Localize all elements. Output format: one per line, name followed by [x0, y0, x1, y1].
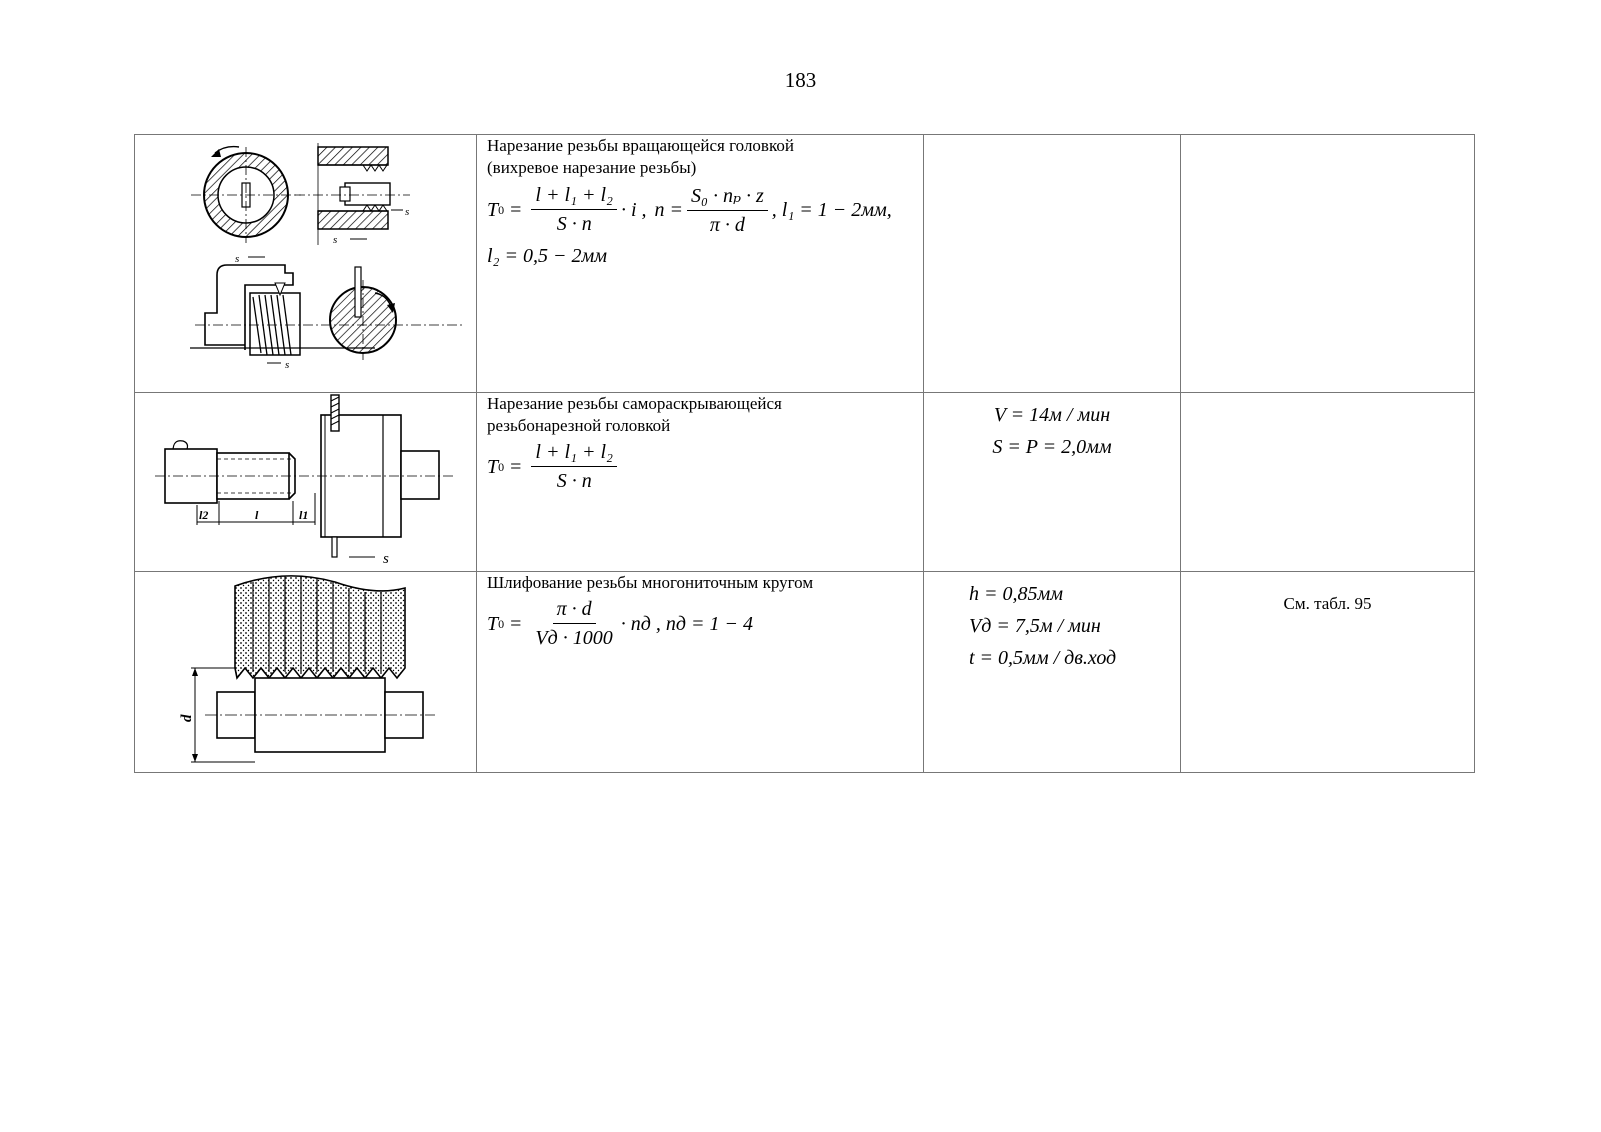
cutting-params: [924, 393, 1180, 463]
table-row: [135, 393, 1475, 572]
note-cell: [1181, 393, 1475, 572]
fraction: $\frac{\text{l + l₁ + l₂}}{S \cdot n}$: [531, 184, 617, 236]
params-cell: [924, 393, 1181, 572]
dimension-label-l1: l1: [299, 508, 309, 522]
speed-param: V = 14м / мин: [993, 404, 1111, 426]
machine-time-formula: T 0 = $\frac{\pi \cdot d}{Vд \cdot 1000}$ · nд , nд = 1 − 4: [487, 598, 753, 649]
feed-label-s: s: [405, 206, 410, 218]
machine-time-formula: T 0 = $\frac{\text{l + l₁ + l₂}}{S \cdot n}$ · i , n = $\frac{\text{S₀ · nₚ · z}}{\pi \cdot d}$ , l₁ = 1 − 2мм,: [487, 184, 892, 236]
operation-title: Нарезание резьбы самораскрывающейся резьбонарезной головкой: [487, 394, 782, 435]
sketch-cell: [135, 135, 477, 393]
operation-title: Нарезание резьбы вращающейся головкой (вихревое нарезание резьбы): [487, 136, 794, 177]
table-row: [135, 135, 1475, 393]
sketch-cell: [135, 572, 477, 773]
self-opening-head-sketch: [135, 393, 476, 571]
table-row: [135, 572, 1475, 773]
operation-title: Шлифование резьбы многониточным кругом: [487, 573, 814, 592]
description-cell: [477, 572, 924, 773]
fraction: $\frac{\pi \cdot d}{Vд \cdot 1000}$: [535, 598, 613, 649]
whirl-threading-sketch: [135, 135, 476, 392]
feed-label-s: s: [383, 551, 389, 567]
fraction: $\frac{\text{S₀ · nₚ · z}}{\pi \cdot d}$: [687, 183, 768, 237]
note-cell: [1181, 135, 1475, 393]
feed-label-s: s: [333, 234, 338, 246]
infeed-param: t = 0,5мм / дв.ход: [969, 647, 1117, 669]
feed-param: S = P = 2,0мм: [992, 436, 1112, 458]
params-cell: [924, 135, 1181, 393]
depth-param: h = 0,85мм: [969, 583, 1064, 605]
sketch-cell: [135, 393, 477, 572]
feed-label-s: s: [285, 359, 290, 371]
page-number: 183: [784, 68, 817, 92]
speed-param: Vд = 7,5м / мин: [969, 615, 1101, 637]
allowance-formula: l₂ = 0,5 − 2мм: [487, 245, 608, 267]
multi-rib-grinding-sketch: [135, 572, 476, 772]
diameter-label-d: d: [179, 714, 195, 722]
fraction: $\frac{\text{l + l₁ + l₂}}{S \cdot n}$: [531, 441, 617, 493]
operations-table: [134, 134, 1475, 773]
table-reference: См. табл. 95: [1283, 594, 1372, 613]
machine-time-formula: T 0 = $\frac{\text{l + l₁ + l₂}}{S \cdot n}$: [477, 437, 923, 497]
description-cell: [477, 135, 924, 393]
dimension-label-l: l: [255, 508, 259, 522]
description-cell: [477, 393, 924, 572]
note-cell: [1181, 572, 1475, 773]
params-cell: [924, 572, 1181, 773]
cutting-params: [924, 572, 1180, 674]
dimension-label-l2: l2: [199, 508, 209, 522]
feed-label-s: s: [235, 253, 240, 265]
